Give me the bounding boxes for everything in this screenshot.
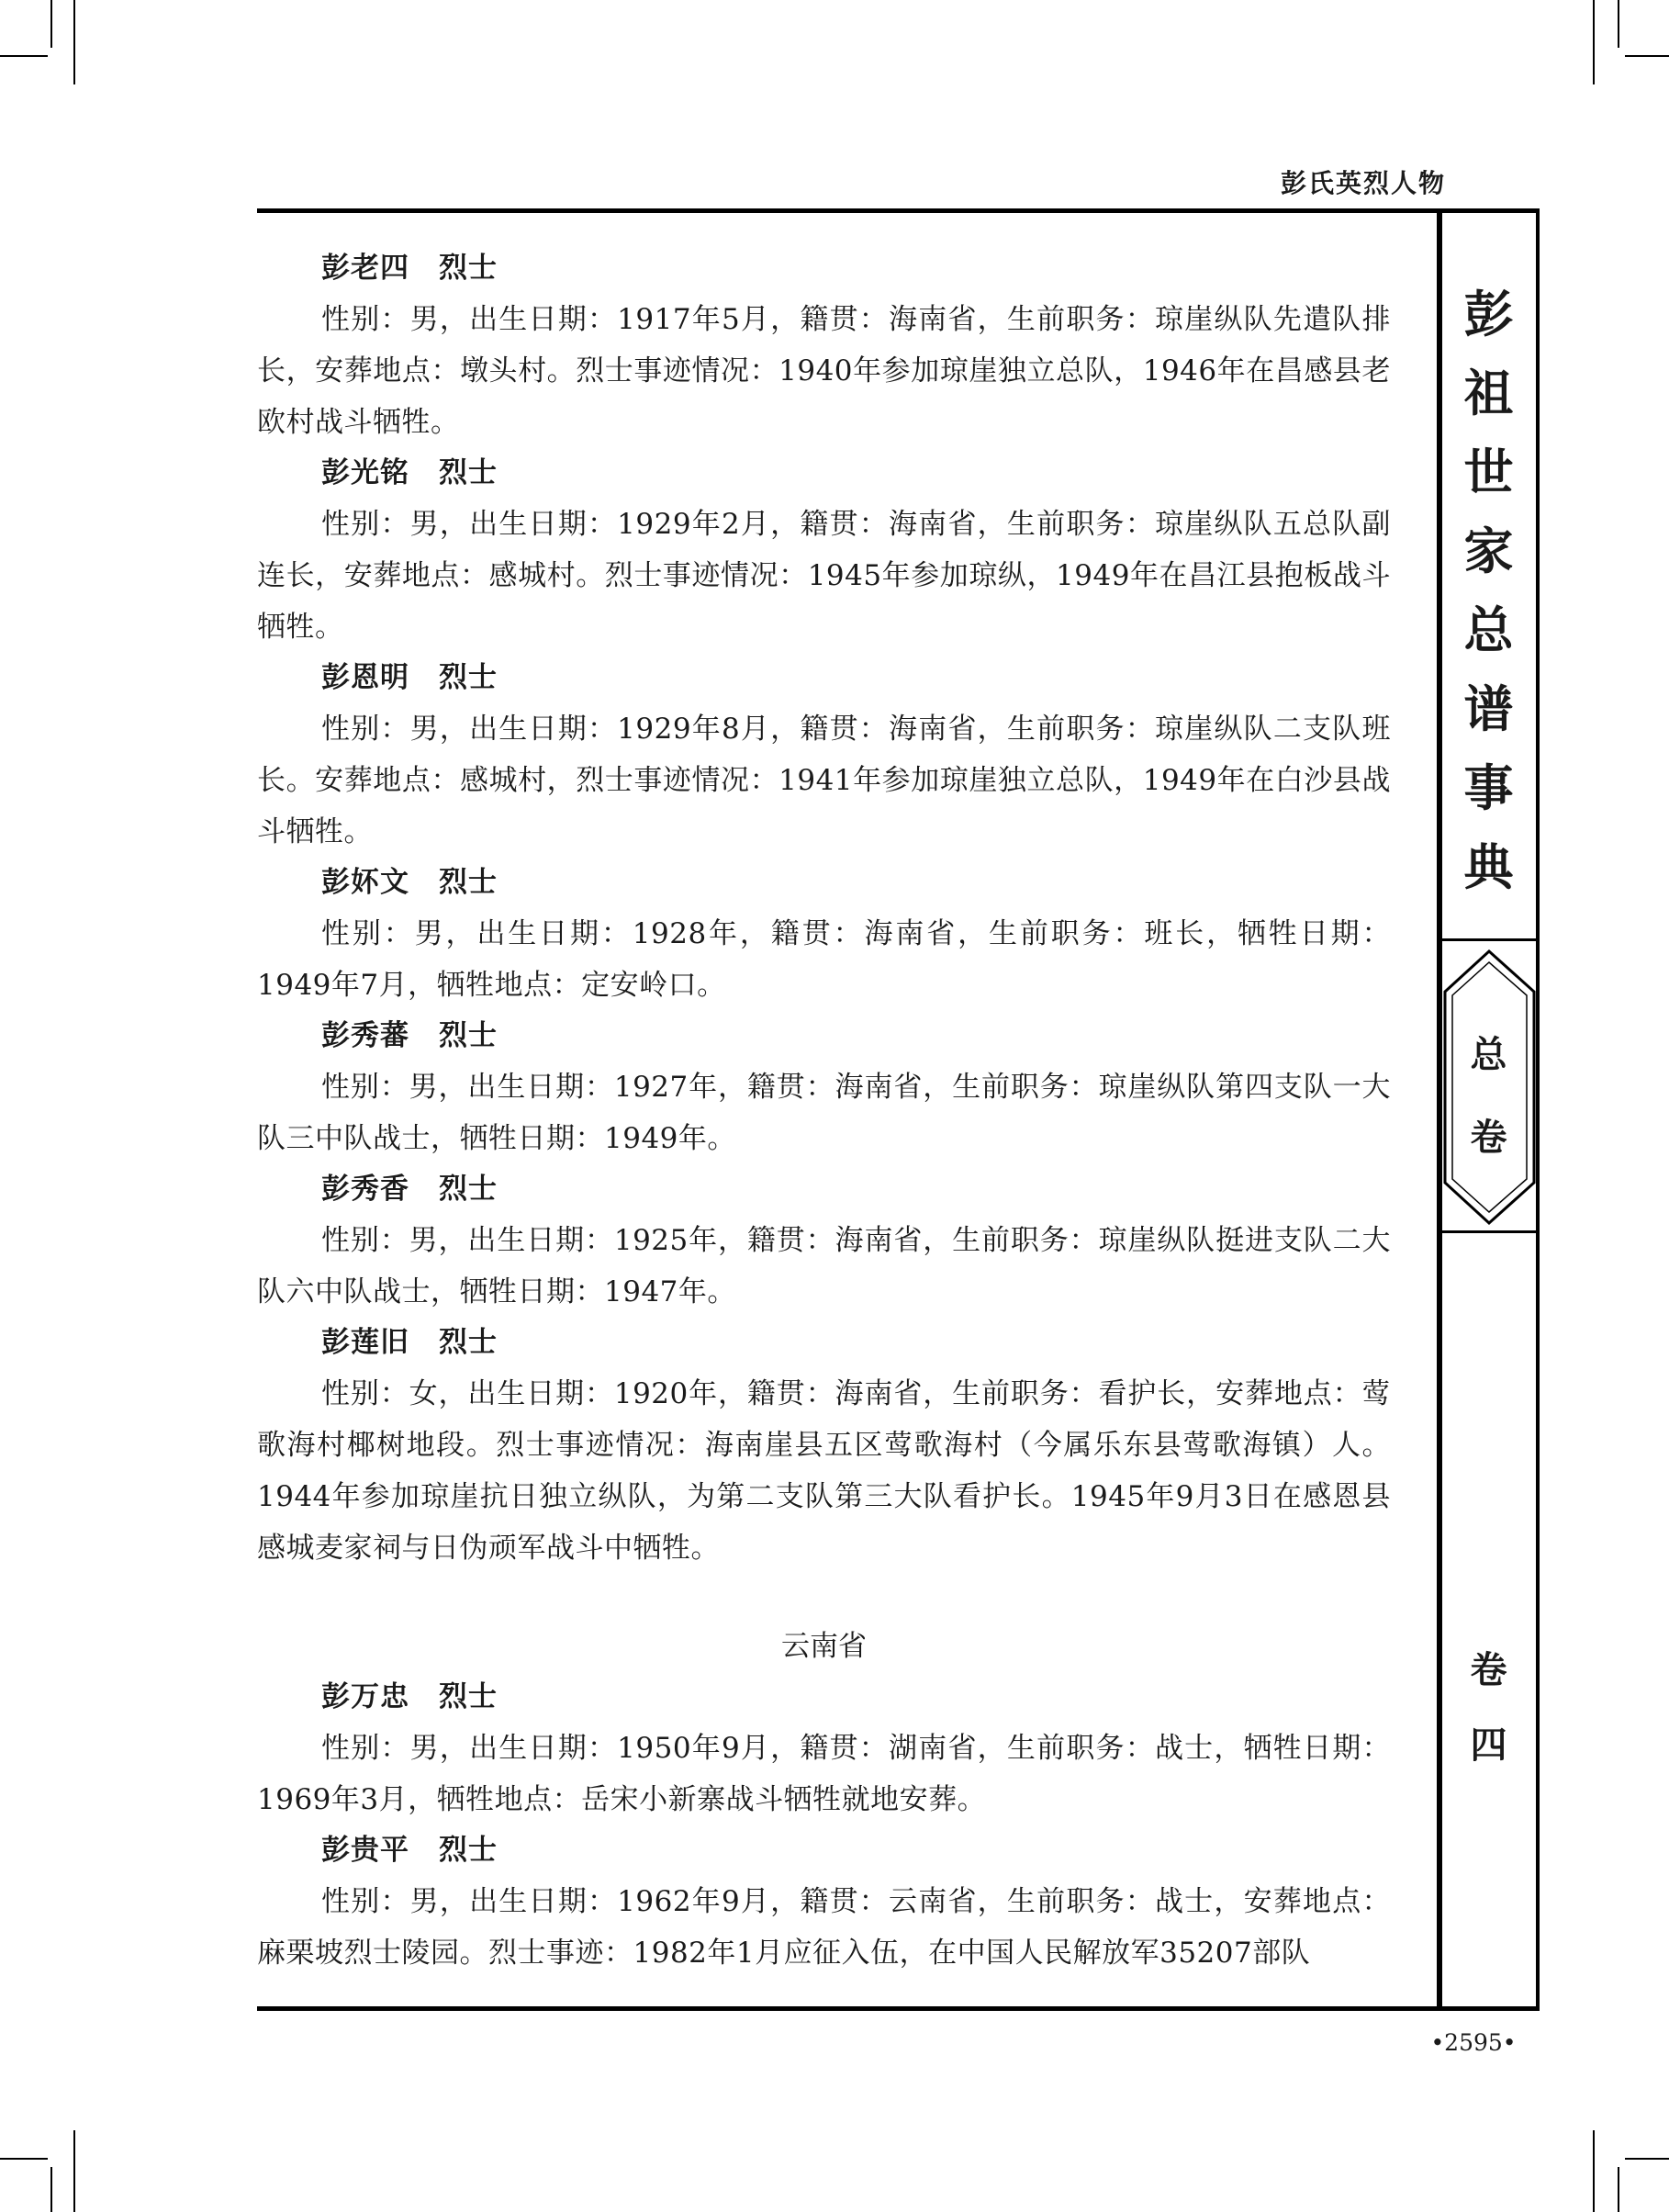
entry-title: 彭光铭 烈士 <box>321 456 498 489</box>
side-column-left-rule <box>1437 208 1442 2011</box>
entry-title: 彭秀蕃 烈士 <box>321 1019 498 1052</box>
entry-body: 性别：男，出生日期：1950年9月，籍贯：湖南省，生前职务：战士，牺牲日期：1969年3月，牺牲地点：岳宋小新寨战斗牺牲就地安葬。 <box>257 1732 1391 1816</box>
entry-body: 性别：男，出生日期：1925年，籍贯：海南省，生前职务：琼崖纵队挺进支队二大队六中队战士，牺牲日期：1947年。 <box>257 1224 1391 1308</box>
crop-mark <box>73 2130 75 2212</box>
entry-title: 彭莲旧 烈士 <box>321 1326 498 1359</box>
side-title-char: 彭 <box>1463 286 1514 343</box>
entry-body: 性别：男，出生日期：1928年，籍贯：海南省，生前职务：班长，牺牲日期：1949年7月，牺牲地点：定安岭口。 <box>257 917 1391 1002</box>
side-title-char: 典 <box>1463 838 1514 896</box>
section-heading: 云南省 <box>781 1630 867 1663</box>
entry-title: 彭妚文 烈士 <box>321 866 498 899</box>
entry-body: 性别：女，出生日期：1920年，籍贯：海南省，生前职务：看护长，安葬地点：莺歌海村椰树地段。烈士事迹情况：海南崖县五区莺歌海村（今属乐东县莺歌海镇）人。1944年参加琼崖抗日独立纵队，为第二支队第三大队看护长。1945年9月3日在感恩县感城麦家祠与日伪顽军战斗中牺牲。 <box>257 1377 1391 1565</box>
side-volume-char: 卷 <box>1470 1117 1507 1159</box>
side-title-char: 事 <box>1463 759 1514 817</box>
entry-title: 彭秀香 烈士 <box>321 1173 498 1206</box>
side-title-char: 谱 <box>1463 680 1514 738</box>
side-juan-char: 卷 <box>1470 1649 1507 1691</box>
crop-mark <box>50 0 52 48</box>
entry-title: 彭贵平 烈士 <box>321 1834 498 1867</box>
running-header: 彭氏英烈人物 <box>1280 168 1446 198</box>
side-title-char: 家 <box>1463 522 1514 580</box>
page-number: •2595• <box>1430 2029 1517 2056</box>
crop-mark <box>1593 0 1595 84</box>
entry-title: 彭老四 烈士 <box>321 252 498 285</box>
crop-mark <box>50 2167 52 2212</box>
top-rule <box>257 208 1540 213</box>
crop-mark <box>0 2158 48 2160</box>
side-volume <box>1443 1014 1534 1179</box>
crop-mark <box>1593 2130 1595 2212</box>
entry-body: 性别：男，出生日期：1917年5月，籍贯：海南省，生前职务：琼崖纵队先遣队排长，安葬地点：墩头村。烈士事迹情况：1940年参加琼崖独立总队，1946年在昌感县老欧村战斗牺牲。 <box>257 303 1391 439</box>
crop-mark <box>1625 55 1669 57</box>
side-title-char: 世 <box>1463 444 1514 501</box>
side-juan <box>1443 1633 1534 1783</box>
entry-body: 性别：男，出生日期：1927年，籍贯：海南省，生前职务：琼崖纵队第四支队一大队三中队战士，牺牲日期：1949年。 <box>257 1071 1391 1155</box>
crop-mark <box>1618 0 1619 48</box>
side-title-char: 总 <box>1463 601 1514 659</box>
side-divider <box>1442 1230 1536 1233</box>
entry-title: 彭万忠 烈士 <box>321 1680 498 1713</box>
side-juan-char: 四 <box>1470 1724 1507 1767</box>
side-title-char: 祖 <box>1463 365 1514 422</box>
side-volume-char: 总 <box>1470 1034 1507 1076</box>
crop-mark <box>0 55 48 57</box>
crop-mark <box>1618 2167 1619 2212</box>
bottom-rule <box>257 2006 1540 2011</box>
entry-body: 性别：男，出生日期：1929年8月，籍贯：海南省，生前职务：琼崖纵队二支队班长。安葬地点：感城村，烈士事迹情况：1941年参加琼崖独立总队，1949年在白沙县战斗牺牲。 <box>257 713 1391 848</box>
crop-mark <box>73 0 75 84</box>
side-title <box>1443 275 1534 907</box>
side-column-right-rule <box>1536 208 1540 2011</box>
main-text <box>257 243 1391 1979</box>
crop-mark <box>1625 2158 1669 2160</box>
entry-body: 性别：男，出生日期：1962年9月，籍贯：云南省，生前职务：战士，安葬地点：麻栗坡烈士陵园。烈士事迹：1982年1月应征入伍，在中国人民解放军35207部队 <box>257 1885 1391 1970</box>
entry-title: 彭恩明 烈士 <box>321 661 498 694</box>
side-divider <box>1442 938 1536 941</box>
entry-body: 性别：男，出生日期：1929年2月，籍贯：海南省，生前职务：琼崖纵队五总队副连长，安葬地点：感城村。烈士事迹情况：1945年参加琼纵，1949年在昌江县抱板战斗牺牲。 <box>257 508 1391 644</box>
